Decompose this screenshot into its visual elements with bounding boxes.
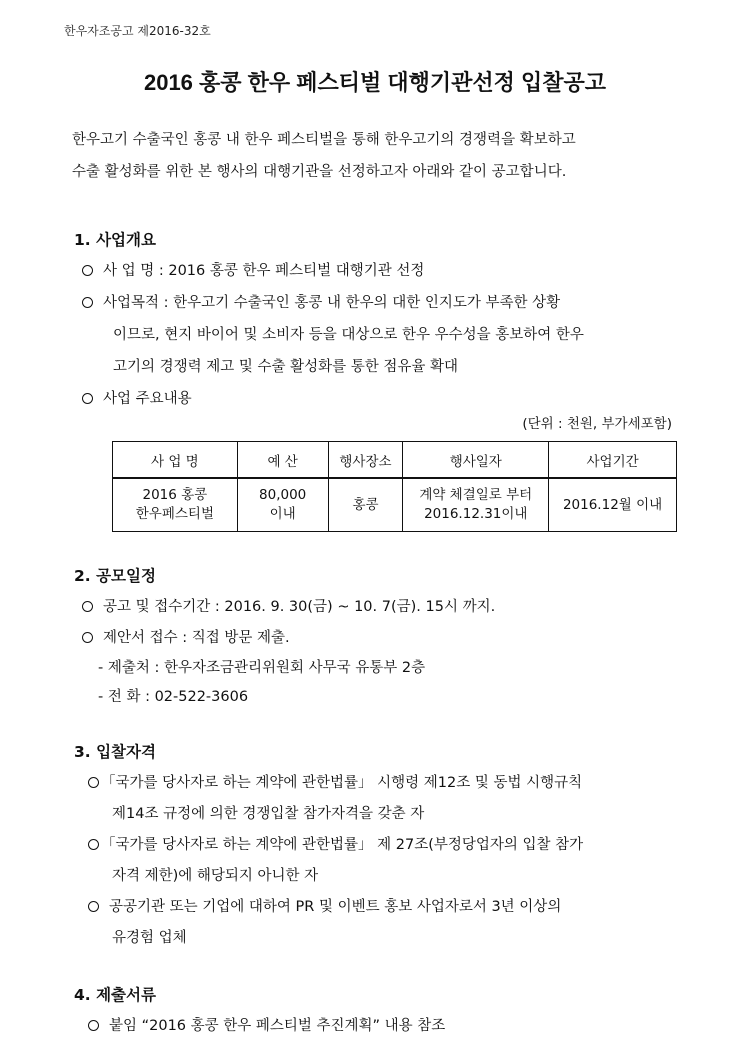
list-item-text: 사업 주요내용 bbox=[103, 391, 192, 407]
list-item bbox=[82, 291, 560, 312]
table-cell bbox=[113, 478, 238, 532]
sub-item: - 전 화 : 02-522-3606 bbox=[98, 689, 249, 705]
circle-bullet-icon bbox=[82, 265, 93, 276]
cell-line: 계약 체결일로 부터 bbox=[419, 487, 533, 503]
list-item bbox=[82, 259, 424, 280]
table-header-cell: 예 산 bbox=[237, 442, 328, 479]
list-item bbox=[82, 626, 290, 647]
list-item-continuation: 유경험 업체 bbox=[112, 930, 187, 946]
list-item-continuation: 고기의 경쟁력 제고 및 수출 활성화를 통한 점유율 확대 bbox=[113, 359, 459, 375]
circle-bullet-icon bbox=[82, 297, 93, 308]
table-cell bbox=[237, 478, 328, 532]
list-item-text: 붙임 “2016 홍콩 한우 페스티벌 추진계획” 내용 참조 bbox=[109, 1018, 446, 1034]
circle-bullet-icon bbox=[88, 777, 99, 788]
list-item-text: 「국가를 당사자로 하는 계약에 관한법률」 제 27조(부정당업자의 입찰 참가 bbox=[101, 837, 584, 853]
business-summary-table bbox=[112, 441, 677, 532]
circle-bullet-icon bbox=[82, 601, 93, 612]
table-cell: 홍콩 bbox=[328, 478, 403, 532]
circle-bullet-icon bbox=[88, 901, 99, 912]
list-item bbox=[82, 387, 192, 408]
list-item-continuation: 제14조 규정에 의한 경쟁입찰 참가자격을 갖춘 자 bbox=[112, 806, 425, 822]
table-row bbox=[113, 478, 677, 532]
list-item bbox=[88, 1014, 445, 1035]
table-header-cell: 사 업 명 bbox=[113, 442, 238, 479]
intro-line: 한우고기 수출국인 홍콩 내 한우 페스티벌을 통해 한우고기의 경쟁력을 확보하고 bbox=[72, 132, 576, 148]
table-cell: 2016.12월 이내 bbox=[549, 478, 677, 532]
list-item bbox=[88, 833, 583, 854]
cell-line: 이내 bbox=[269, 506, 296, 522]
table-header-cell: 행사장소 bbox=[328, 442, 403, 479]
circle-bullet-icon bbox=[82, 632, 93, 643]
section-heading-overview: 1. 사업개요 bbox=[74, 231, 156, 249]
section-heading-schedule: 2. 공모일정 bbox=[74, 567, 156, 585]
list-item-text: 공고 및 접수기간 : 2016. 9. 30(금) ~ 10. 7(금). 15시 까지. bbox=[103, 599, 496, 615]
sub-item: - 제출처 : 한우자조금관리위원회 사무국 유통부 2층 bbox=[98, 660, 426, 676]
cell-line: 2016 홍콩 bbox=[142, 487, 208, 503]
circle-bullet-icon bbox=[88, 1020, 99, 1031]
list-item bbox=[82, 595, 495, 616]
table-header-cell: 행사일자 bbox=[403, 442, 549, 479]
list-item-text: 사 업 명 : 2016 홍콩 한우 페스티벌 대행기관 선정 bbox=[103, 263, 425, 279]
list-item-text: 제안서 접수 : 직접 방문 제출. bbox=[103, 630, 290, 646]
section-heading-documents: 4. 제출서류 bbox=[74, 986, 156, 1004]
list-item-text: 사업목적 : 한우고기 수출국인 홍콩 내 한우의 대한 인지도가 부족한 상황 bbox=[103, 295, 561, 311]
unit-note: (단위 : 천원, 부가세포함) bbox=[522, 416, 672, 432]
table-header-row bbox=[113, 442, 677, 479]
table-header-cell: 사업기간 bbox=[549, 442, 677, 479]
page-title: 2016 홍콩 한우 페스티벌 대행기관선정 입찰공고 bbox=[143, 70, 607, 95]
intro-paragraph bbox=[72, 124, 692, 188]
document-number: 한우자조공고 제2016-32호 bbox=[64, 24, 211, 38]
list-item-text: 「국가를 당사자로 하는 계약에 관한법률」 시행령 제12조 및 동법 시행규칙 bbox=[101, 775, 583, 791]
circle-bullet-icon bbox=[82, 393, 93, 404]
list-item bbox=[88, 895, 561, 916]
list-item-text: 공공기관 또는 기업에 대하여 PR 및 이벤트 홍보 사업자로서 3년 이상의 bbox=[109, 899, 562, 915]
list-item bbox=[88, 771, 582, 792]
cell-line: 80,000 bbox=[259, 487, 307, 503]
cell-line: 2016.12.31이내 bbox=[424, 506, 528, 522]
intro-line: 수출 활성화를 위한 본 행사의 대행기관을 선정하고자 아래와 같이 공고합니다. bbox=[72, 164, 567, 180]
section-heading-eligibility: 3. 입찰자격 bbox=[74, 743, 156, 761]
circle-bullet-icon bbox=[88, 839, 99, 850]
list-item-continuation: 자격 제한)에 해당되지 아니한 자 bbox=[112, 868, 319, 884]
table-cell bbox=[403, 478, 549, 532]
cell-line: 한우페스티벌 bbox=[135, 506, 214, 522]
list-item-continuation: 이므로, 현지 바이어 및 소비자 등을 대상으로 한우 우수성을 홍보하여 한우 bbox=[113, 327, 584, 343]
